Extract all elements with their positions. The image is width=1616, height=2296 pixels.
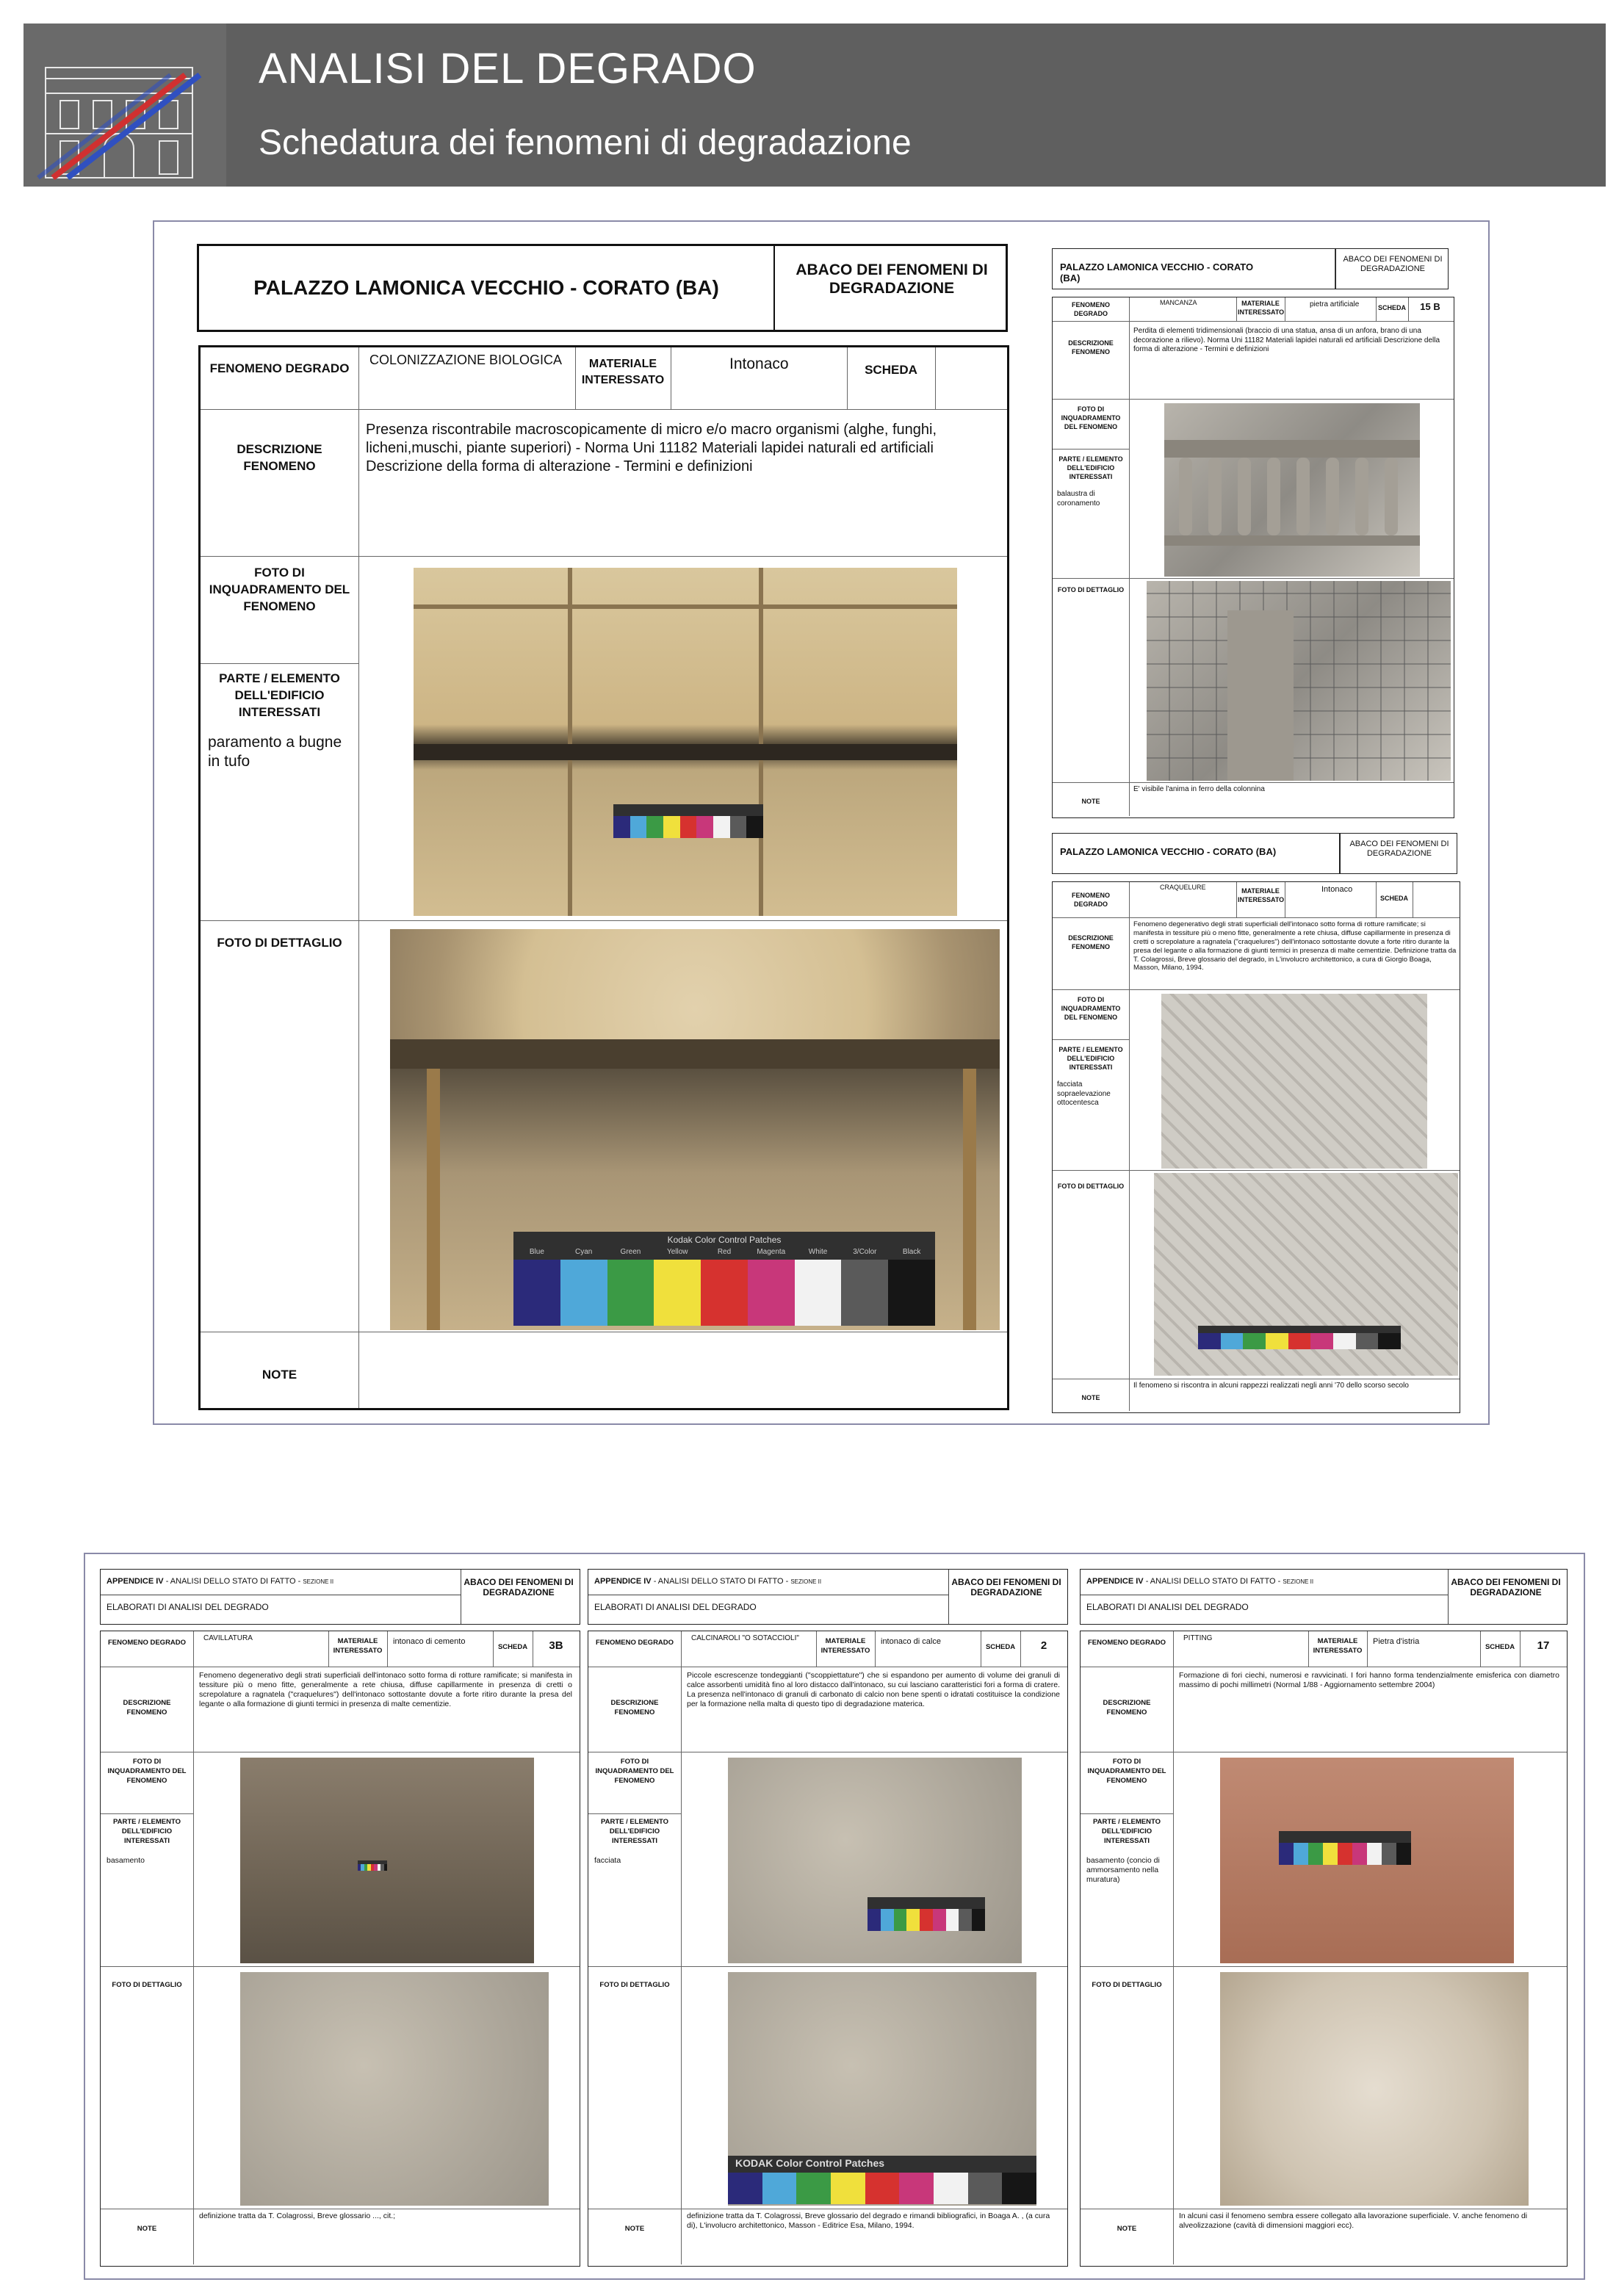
card-15b-parte-label: PARTE / ELEMENTO DELL'EDIFICIO INTERESSATI: [1058, 455, 1123, 481]
note-label: NOTE: [261, 1368, 297, 1382]
card-craq-abaco-box: [1340, 833, 1457, 874]
fenomeno-value: PITTING: [1183, 1634, 1213, 1642]
card-15b-materiale-label: MATERIALE INTERESSATO: [1238, 300, 1285, 317]
foto-det-label: FOTO DI DETTAGLIO: [112, 1981, 182, 1989]
card-15b-note-label: NOTE: [1081, 798, 1100, 805]
bottom-card-header: [588, 1569, 1068, 1625]
card-craq-foto-inq-label: FOTO DI INQUADRAMENTO DEL FENOMENO: [1061, 996, 1121, 1022]
card-15b-descrizione-label: DESCRIZIONE FENOMENO: [1068, 339, 1114, 356]
card-craq-materiale-label: MATERIALE INTERESSATO: [1238, 887, 1285, 904]
page-subtitle: Schedatura dei fenomeni di degradazione: [259, 123, 912, 162]
page-header: [24, 24, 1606, 187]
fenomeno-value: CALCINAROLI "O SOTACCIOLI": [691, 1634, 799, 1642]
card-15b-fenomeno-value: MANCANZA: [1160, 299, 1197, 306]
bottom-card: [100, 1631, 580, 2267]
materiale-value: Intonaco: [729, 355, 789, 372]
scheda-label: SCHEDA: [865, 363, 917, 377]
abaco-label: ABACO DEI FENOMENI DI DEGRADAZIONE: [1451, 1577, 1561, 1598]
materiale-label: MATERIALE INTERESSATO: [333, 1637, 383, 1655]
scheda-label: SCHEDA: [985, 1643, 1016, 1651]
foto-det-label: FOTO DI DETTAGLIO: [1092, 1981, 1162, 1989]
card-craq-scheda-label: SCHEDA: [1379, 895, 1408, 902]
descrizione-label: DESCRIZIONE FENOMENO: [1103, 1699, 1151, 1716]
bottom-card: [1080, 1631, 1568, 2267]
foto-inq-label: FOTO DI INQUADRAMENTO DEL FENOMENO: [595, 1758, 674, 1785]
main-card: [198, 345, 1009, 1410]
card-craq-fenomeno-value: CRAQUELURE: [1160, 884, 1206, 891]
materiale-label: MATERIALE INTERESSATO: [581, 358, 665, 386]
card-craq-note-value: Il fenomeno si riscontra in alcuni rappezzi realizzati negli anni '70 dello scorso secolo: [1133, 1382, 1409, 1390]
card-craq-foto-inquadramento: [1161, 994, 1427, 1169]
bottom-card-header: [100, 1569, 580, 1625]
building-title: PALAZZO LAMONICA VECCHIO - CORATO (BA): [199, 246, 775, 330]
card-15b-foto-det-label: FOTO DI DETTAGLIO: [1057, 586, 1125, 593]
foto-dettaglio: [728, 1972, 1036, 2206]
materiale-value: Pietra d'istria: [1373, 1637, 1420, 1646]
color-checker: [358, 1860, 387, 1871]
card-15b-foto-inq-label: FOTO DI INQUADRAMENTO DEL FENOMENO: [1061, 405, 1121, 431]
parte-label: PARTE / ELEMENTO DELL'EDIFICIO INTERESSATI: [600, 1818, 669, 1845]
descrizione-label: DESCRIZIONE FENOMENO: [123, 1699, 171, 1716]
note-value: In alcuni casi il fenomeno sembra essere collegato alla lavorazione superficiale. V. anche fenomeno di alveolizzazione (cavità di dimensioni maggiori ecc).: [1179, 2212, 1528, 2231]
parte-label: PARTE / ELEMENTO DELL'EDIFICIO INTERESSATI: [1092, 1818, 1161, 1845]
card-15b-materiale-value: pietra artificiale: [1310, 300, 1360, 308]
kodak-title: Kodak Color Control Patches: [667, 1235, 782, 1245]
scheda-value: 3B: [549, 1639, 563, 1652]
materiale-value: intonaco di cemento: [393, 1637, 466, 1646]
card-craq-materiale-value: Intonaco: [1321, 885, 1353, 894]
appendix-line: APPENDICE IV - ANALISI DELLO STATO DI FATTO - SEZIONE II: [594, 1577, 822, 1586]
card-craq-abaco: ABACO DEI FENOMENI DI DEGRADAZIONE: [1349, 840, 1449, 859]
scheda-value: 2: [1040, 1639, 1047, 1652]
abaco-label: ABACO DEI FENOMENI DI DEGRADAZIONE: [796, 261, 988, 297]
parte-elemento-value: paramento a bugne in tufo: [208, 734, 342, 770]
color-checker-small: [613, 804, 763, 838]
card-craq-note-label: NOTE: [1081, 1394, 1100, 1401]
foto-det-label: FOTO DI DETTAGLIO: [599, 1981, 670, 1989]
foto-inquadramento: [414, 568, 957, 916]
parte-label: PARTE / ELEMENTO DELL'EDIFICIO INTERESSATI: [112, 1818, 181, 1845]
palazzo-facade-icon: [24, 24, 226, 187]
card-craq-color-checker: [1198, 1326, 1401, 1349]
materiale-value: intonaco di calce: [881, 1637, 941, 1646]
card-craq-title: [1052, 833, 1340, 874]
page-title: ANALISI DEL DEGRADO: [259, 45, 757, 93]
fenomeno-label: FENOMENO DEGRADO: [595, 1639, 674, 1647]
foto-inquadramento: [1220, 1758, 1514, 1963]
scheda-value: 17: [1537, 1639, 1550, 1652]
descrizione-value: Piccole escrescenze tondeggianti ("scoppiettature") che si espandono per aumento di volume dei granuli di calce assorbenti umidità fino al loro distacco dall'intonaco, su cui lasciano caratteristici fori a forma di cratere. La presenza nell'intonaco di granuli di carbonato di calcio non bene spenti o idratati costituisce la condizione per la formazione nella malta di questo tipo di degradazione materica.: [687, 1671, 1060, 1709]
card-craq-fenomeno-label: FENOMENO DEGRADO: [1071, 892, 1110, 909]
balustrade-icon: [1164, 458, 1420, 535]
card-15b: [1052, 297, 1454, 818]
card-craq-parte-label: PARTE / ELEMENTO DELL'EDIFICIO INTERESSATI: [1058, 1046, 1123, 1072]
elaborati-label: ELABORATI DI ANALISI DEL DEGRADO: [1086, 1602, 1249, 1612]
descrizione-label: DESCRIZIONE FENOMENO: [237, 442, 322, 473]
main-title-box: [197, 244, 1008, 332]
card-15b-scheda-value: 15 B: [1420, 301, 1440, 312]
kodak-patch-names: Blue Cyan Green Yellow Red Magenta White 3/Color Black: [529, 1248, 921, 1256]
abaco-label: ABACO DEI FENOMENI DI DEGRADAZIONE: [463, 1577, 574, 1598]
card-15b-abaco: ABACO DEI FENOMENI DI DEGRADAZIONE: [1343, 255, 1443, 274]
card-craq-descrizione-value: Fenomeno degenerativo degli strati superficiali dell'intonaco sotto forma di rotture ramificate; si manifesta in tessiture più o meno fitte, generalmente a rete chiusa, diffuse capillarmente in presenza di cretti o screpolature a ragnatela ("craquelures") dell'intonaco sottostante dovute a forte ritiro durante la presa del legante o alla formazione di giunti termici in presenza di malte cementizie. Definizione tratta da T. Colagrossi, Breve glossario del degrado, in L'involucro architettonico, a cura di Giorgio Boaga, Masson, Milano, 1994.: [1133, 920, 1457, 972]
card-15b-foto-inquadramento: [1164, 403, 1420, 577]
color-checker-large: [513, 1232, 935, 1326]
descrizione-value: Fenomeno degenerativo degli strati superficiali dell'intonaco sotto forma di rotture ramificate; si manifesta in tessiture più o meno fitte, generalmente a rete chiusa, diffuse capillarmente in presenza di cretti o screpolature a ragnatela ("craquelures") dell'intonaco sottostante dovute a forte ritiro durante la presa del legante o alla formazione di giunti termici in presenza di malte cementizie.: [199, 1671, 572, 1709]
fenomeno-value: COLONIZZAZIONE BIOLOGICA: [369, 353, 563, 367]
fenomeno-label: FENOMENO DEGRADO: [209, 361, 350, 375]
appendix-line: APPENDICE IV - ANALISI DELLO STATO DI FATTO - SEZIONE II: [107, 1577, 334, 1586]
materiale-label: MATERIALE INTERESSATO: [1313, 1637, 1363, 1655]
building-logo: [24, 24, 226, 187]
card-15b-scheda-label: SCHEDA: [1377, 304, 1406, 311]
foto-dettaglio: [1220, 1972, 1529, 2206]
descrizione-value: Formazione di fori ciechi, numerosi e ravvicinati. I fori hanno forma tendenzialmente emisferica con diametro massimo di pochi millimetri (Normal 1/88 - Aggiornamento settembre 2004): [1179, 1671, 1559, 1690]
note-label: NOTE: [1117, 2225, 1137, 2233]
note-label: NOTE: [624, 2225, 645, 2233]
parte-value: basamento: [107, 1856, 145, 1865]
card-craq-building: PALAZZO LAMONICA VECCHIO - CORATO (BA): [1060, 846, 1277, 857]
card-15b-building: PALAZZO LAMONICA VECCHIO - CORATO (BA): [1060, 261, 1254, 284]
color-checker: [1279, 1831, 1411, 1865]
elaborati-label: ELABORATI DI ANALISI DEL DEGRADO: [594, 1602, 757, 1612]
card-15b-parte-value: balaustra di coronamento: [1057, 490, 1100, 508]
card-craq-descrizione-label: DESCRIZIONE FENOMENO: [1068, 934, 1114, 951]
foto-inq-label: FOTO DI INQUADRAMENTO DEL FENOMENO: [1087, 1758, 1166, 1785]
card-craq-parte-value: facciata sopraelevazione ottocentesca: [1057, 1080, 1111, 1107]
card-15b-fenomeno-label: FENOMENO DEGRADO: [1071, 301, 1110, 318]
note-value: definizione tratta da T. Colagrossi, Breve glossario ..., cit.;: [199, 2212, 396, 2220]
card-15b-note-value: E' visibile l'anima in ferro della colonnina: [1133, 785, 1265, 793]
bottom-card-header: [1080, 1569, 1568, 1625]
descrizione-label: DESCRIZIONE FENOMENO: [610, 1699, 659, 1716]
color-checker: [867, 1897, 985, 1931]
fenomeno-label: FENOMENO DEGRADO: [107, 1639, 187, 1647]
elaborati-label: ELABORATI DI ANALISI DEL DEGRADO: [107, 1602, 269, 1612]
card-15b-descrizione-value: Perdita di elementi tridimensionali (braccio di una statua, ansa di un anfora, brano di una decorazione a rilievo). Norma Uni 11182 Materiali lapidei naturali ed artificiali Descrizione della forma di alterazione - Termini e definizioni: [1133, 327, 1440, 353]
parte-value: facciata: [594, 1856, 621, 1865]
appendix-line: APPENDICE IV - ANALISI DELLO STATO DI FATTO - SEZIONE II: [1086, 1577, 1314, 1586]
abaco-label: ABACO DEI FENOMENI DI DEGRADAZIONE: [951, 1577, 1061, 1598]
foto-inquadramento: [240, 1758, 534, 1963]
parte-elemento-label: PARTE / ELEMENTO DELL'EDIFICIO INTERESSATI: [219, 671, 340, 719]
descrizione-value: Presenza riscontrabile macroscopicamente di micro e/o macro organismi (alghe, funghi, licheni,muschi, piante superiori) - Norma Uni 11182 Materiali lapidei naturali ed artificiali Descrizione della forma di alterazione - Termini e definizioni: [366, 422, 937, 474]
foto-inquadramento: [728, 1758, 1022, 1963]
bottom-card: [588, 1631, 1068, 2267]
card-craq-foto-det-label: FOTO DI DETTAGLIO: [1057, 1183, 1125, 1190]
card-craq-foto-dettaglio: [1154, 1173, 1458, 1376]
scheda-label: SCHEDA: [1485, 1643, 1515, 1651]
color-checker-large: [728, 2156, 1036, 2204]
foto-inq-label: FOTO DI INQUADRAMENTO DEL FENOMENO: [107, 1758, 187, 1785]
materiale-label: MATERIALE INTERESSATO: [820, 1637, 870, 1655]
card-15b-title: [1052, 248, 1335, 289]
note-value: definizione tratta da T. Colagrossi, Breve glossario del degrado e rimandi bibliografici, in Boaga A. , (a cura di), L'involucro architettonico, Masson - Editrice Esa, Milano, 1994.: [687, 2212, 1050, 2231]
foto-dettaglio: [390, 929, 1000, 1330]
fenomeno-value: CAVILLATURA: [203, 1634, 253, 1642]
foto-dettaglio-label: FOTO DI DETTAGLIO: [217, 936, 342, 950]
kodak-title: KODAK Color Control Patches: [735, 2157, 885, 2169]
scheda-label: SCHEDA: [497, 1643, 528, 1651]
fenomeno-label: FENOMENO DEGRADO: [1087, 1639, 1166, 1647]
note-label: NOTE: [137, 2225, 157, 2233]
parte-value: basamento (concio di ammorsamento nella muratura): [1086, 1856, 1160, 1885]
card-craq: [1052, 881, 1460, 1413]
foto-inquadramento-label: FOTO DI INQUADRAMENTO DEL FENOMENO: [209, 566, 350, 613]
card-15b-foto-dettaglio: [1147, 581, 1451, 781]
foto-dettaglio: [240, 1972, 549, 2206]
card-15b-abaco-box: [1335, 248, 1449, 289]
